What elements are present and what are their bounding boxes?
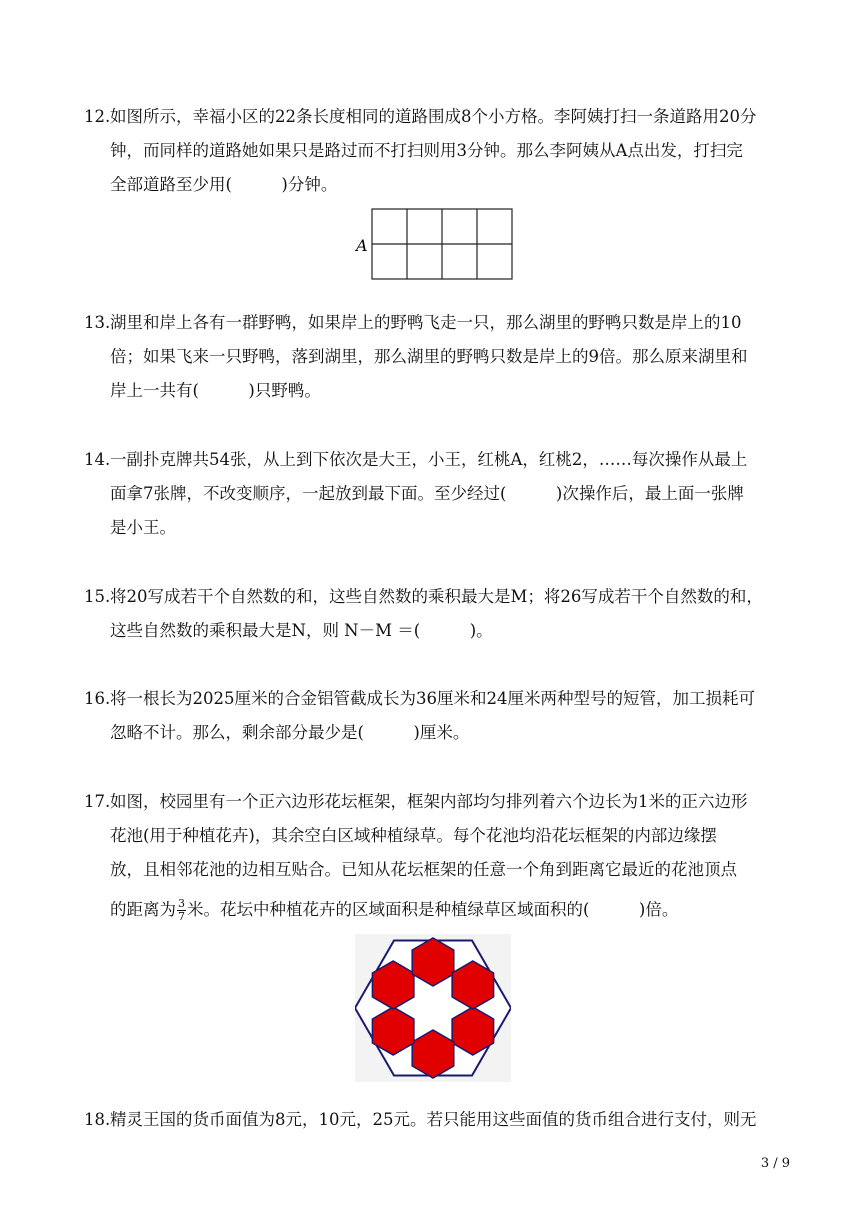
question-number: 18. bbox=[84, 1110, 111, 1129]
question-text: 是小王。 bbox=[110, 518, 176, 537]
hexagon-garden-figure bbox=[355, 934, 511, 1082]
question-13 bbox=[84, 306, 784, 408]
question-number: 13. bbox=[84, 313, 111, 332]
question-text: 倍；如果飞来一只野鸭，落到湖里，那么湖里的野鸭只数是岸上的9倍。那么原来湖里和 bbox=[110, 347, 748, 366]
question-text: 面拿7张牌，不改变顺序，一起放到最下面。至少经过( )次操作后，最上面一张牌 bbox=[110, 484, 744, 503]
page-number: 3 / 9 bbox=[760, 1156, 790, 1171]
question-15 bbox=[84, 580, 784, 648]
question-17 bbox=[84, 785, 784, 927]
question-text: 将20写成若干个自然数的和，这些自然数的乘积最大是M；将26写成若干个自然数的和， bbox=[110, 587, 763, 606]
question-16 bbox=[84, 682, 784, 750]
question-number: 14. bbox=[84, 450, 111, 469]
question-text: 这些自然数的乘积最大是N，则 N－M ＝( )。 bbox=[110, 621, 493, 640]
question-text: 如图，校园里有一个正六边形花坛框架，框架内部均匀排列着六个边长为1米的正六边形 bbox=[110, 792, 748, 811]
question-text: 忽略不计。那么，剩余部分最少是( )厘米。 bbox=[110, 723, 470, 742]
question-text: 湖里和岸上各有一群野鸭，如果岸上的野鸭飞走一只，那么湖里的野鸭只数是岸上的10 bbox=[110, 313, 742, 332]
question-18 bbox=[84, 1103, 784, 1137]
question-12 bbox=[84, 100, 784, 202]
fraction-denominator: 7 bbox=[178, 910, 185, 923]
question-text: 米。花坛中种植花卉的区域面积是种植绿草区域面积的( )倍。 bbox=[187, 900, 679, 919]
question-number: 17. bbox=[84, 792, 111, 811]
fraction bbox=[177, 898, 186, 923]
question-text: 的距离为 bbox=[110, 900, 176, 919]
question-number: 15. bbox=[84, 587, 111, 606]
question-number: 16. bbox=[84, 689, 111, 708]
grid-label-a: A bbox=[356, 236, 368, 255]
fraction-numerator: 3 bbox=[178, 897, 185, 910]
question-text: 一副扑克牌共54张，从上到下依次是大王，小王，红桃A，红桃2，……每次操作从最上 bbox=[110, 450, 748, 469]
question-text: 花池(用于种植花卉)，其余空白区域种植绿草。每个花池均沿花坛框架的内部边缘摆 bbox=[110, 826, 717, 845]
question-text: 将一根长为2025厘米的合金铝管截成长为36厘米和24厘米两种型号的短管，加工损耗可 bbox=[110, 689, 755, 708]
question-text: 如图所示，幸福小区的22条长度相同的道路围成8个小方格。李阿姨打扫一条道路用20分 bbox=[110, 107, 757, 126]
question-number: 12. bbox=[84, 107, 111, 126]
question-14 bbox=[84, 443, 784, 545]
question-text: 放，且相邻花池的边相互贴合。已知从花坛框架的任意一个角到距离它最近的花池顶点 bbox=[110, 860, 737, 879]
road-grid-figure bbox=[350, 205, 520, 285]
question-text: 岸上一共有( )只野鸭。 bbox=[110, 381, 321, 400]
question-text: 全部道路至少用( )分钟。 bbox=[110, 175, 338, 194]
question-text: 钟，而同样的道路她如果只是路过而不打扫则用3分钟。那么李阿姨从A点出发，打扫完 bbox=[110, 141, 743, 160]
question-text: 精灵王国的货币面值为8元，10元，25元。若只能用这些面值的货币组合进行支付，则无 bbox=[110, 1110, 757, 1129]
